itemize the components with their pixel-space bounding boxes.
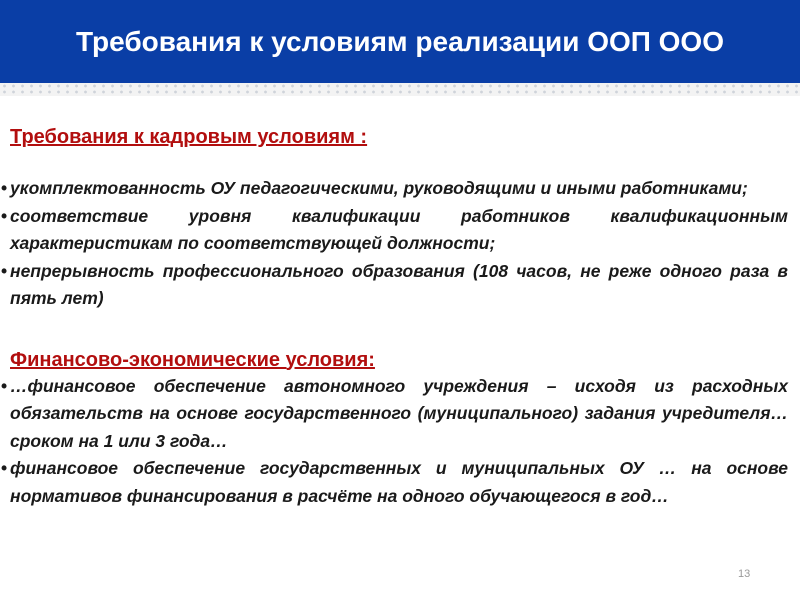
list-item: • финансовое обеспечение государственных и муниципальных ОУ … на основе нормативов финансирования в расчёте на одного обучающегося в год… [0,455,800,510]
slide-title: Требования к условиям реализации ООП ООО [75,25,724,57]
staffing-heading: Требования к кадровым условиям : [10,126,368,148]
list-item: • …финансовое обеспечение автономного учреждения – исходя из расходных обязательств на основе государственного (муниципального) задания учредителя… сроком на 1 или 3 года… [0,373,800,456]
list-item: • соответствие уровня квалификации работников квалификационным характеристикам по соответствующей должности; [0,203,800,258]
financial-list [0,373,800,511]
slide-header [0,0,800,83]
list-item: • укомплектованность ОУ педагогическими, руководящими и иными работниками; [0,175,800,203]
staffing-list [0,175,800,313]
financial-heading: Финансово-экономические условия: [10,348,375,371]
list-item: • непрерывность профессионального образования (108 часов, не реже одного раза в пять лет) [0,258,800,313]
slide-body [0,124,800,510]
page-number: 13 [738,568,751,580]
dotted-divider [0,83,800,96]
